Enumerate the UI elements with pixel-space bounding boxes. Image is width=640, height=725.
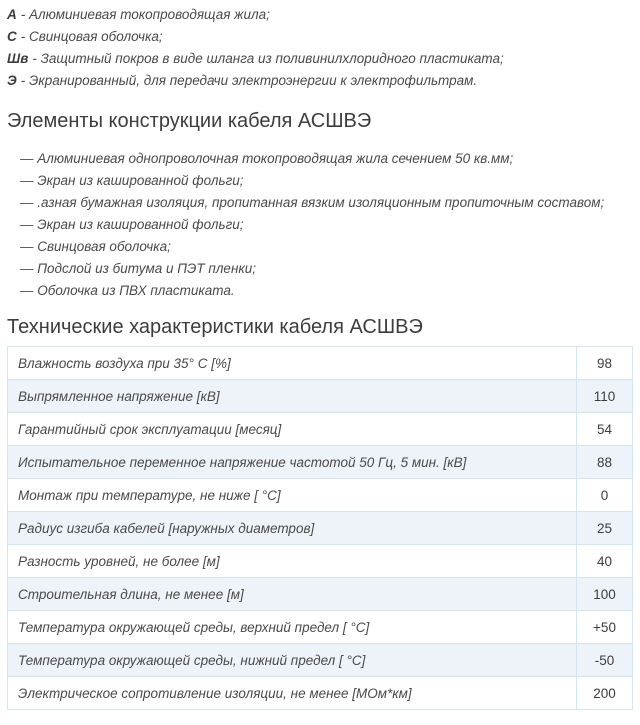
table-row	[8, 677, 633, 710]
construction-list-item: — Экран из кашированной фольги;	[20, 173, 244, 188]
construction-list-item: — Свинцовая оболочка;	[20, 239, 171, 254]
spec-value-cell: 88	[577, 446, 633, 479]
legend-item	[7, 48, 633, 70]
table-row	[8, 380, 633, 413]
spec-label-cell: Строительная длина, не менее [м]	[8, 578, 577, 611]
legend-term: Шв	[7, 51, 29, 66]
spec-value-cell: 54	[577, 413, 633, 446]
spec-label-cell: Температура окружающей среды, верхний предел [ °С]	[8, 611, 577, 644]
legend-item	[7, 70, 633, 92]
spec-value-cell: 40	[577, 545, 633, 578]
table-row	[8, 512, 633, 545]
table-row	[8, 644, 633, 677]
specs-table	[7, 346, 633, 710]
table-row	[8, 347, 633, 380]
spec-value-cell: +50	[577, 611, 633, 644]
spec-label-cell: Испытательное переменное напряжение частотой 50 Гц, 5 мин. [кВ]	[8, 446, 577, 479]
legend-description: - Алюминиевая токопроводящая жила;	[20, 7, 270, 22]
spec-value-cell: 110	[577, 380, 633, 413]
spec-label-cell: Гарантийный срок эксплуатации [месяц]	[8, 413, 577, 446]
legend-term: Э	[7, 73, 17, 88]
legend-item	[7, 26, 633, 48]
spec-label-cell: Электрическое сопротивление изоляции, не менее [МОм*км]	[8, 677, 577, 710]
spec-label-cell: Выпрямленное напряжение [кВ]	[8, 380, 577, 413]
table-row	[8, 611, 633, 644]
spec-label-cell: Разность уровней, не более [м]	[8, 545, 577, 578]
specs-heading: Технические характеристики кабеля АСШВЭ	[7, 316, 423, 338]
legend-description: - Экранированный, для передачи электроэнергии к электрофильтрам.	[20, 73, 478, 88]
spec-label-cell: Влажность воздуха при 35° С [%]	[8, 347, 577, 380]
table-row	[8, 446, 633, 479]
legend-description: - Свинцовая оболочка;	[20, 29, 163, 44]
spec-value-cell: 98	[577, 347, 633, 380]
table-row	[8, 413, 633, 446]
construction-heading: Элементы конструкции кабеля АСШВЭ	[7, 110, 372, 132]
legend-term: С	[7, 29, 17, 44]
table-row	[8, 578, 633, 611]
legend-item	[7, 4, 633, 26]
spec-label-cell: Радиус изгиба кабелей [наружных диаметров]	[8, 512, 577, 545]
spec-value-cell: 0	[577, 479, 633, 512]
spec-value-cell: 25	[577, 512, 633, 545]
spec-label-cell: Монтаж при температуре, не ниже [ °С]	[8, 479, 577, 512]
spec-value-cell: 200	[577, 677, 633, 710]
construction-list-item: — Подслой из битума и ПЭТ пленки;	[20, 261, 256, 276]
construction-list-item: — Алюминиевая однопроволочная токопроводящая жила сечением 50 кв.мм;	[20, 151, 514, 166]
table-row	[8, 479, 633, 512]
construction-list-item: — Оболочка из ПВХ пластиката.	[20, 283, 235, 298]
table-row	[8, 545, 633, 578]
spec-value-cell: 100	[577, 578, 633, 611]
construction-list	[7, 148, 633, 302]
legend-term: А	[7, 7, 17, 22]
construction-list-item: — .азная бумажная изоляция, пропитанная вязким изоляционным пропиточным составом;	[20, 195, 605, 210]
legend-description: - Защитный покров в виде шланга из поливинилхлоридного пластиката;	[32, 51, 504, 66]
construction-list-item: — Экран из кашированной фольги;	[20, 217, 244, 232]
spec-label-cell: Температура окружающей среды, нижний предел [ °С]	[8, 644, 577, 677]
spec-value-cell: -50	[577, 644, 633, 677]
cable-code-legend	[7, 4, 633, 92]
